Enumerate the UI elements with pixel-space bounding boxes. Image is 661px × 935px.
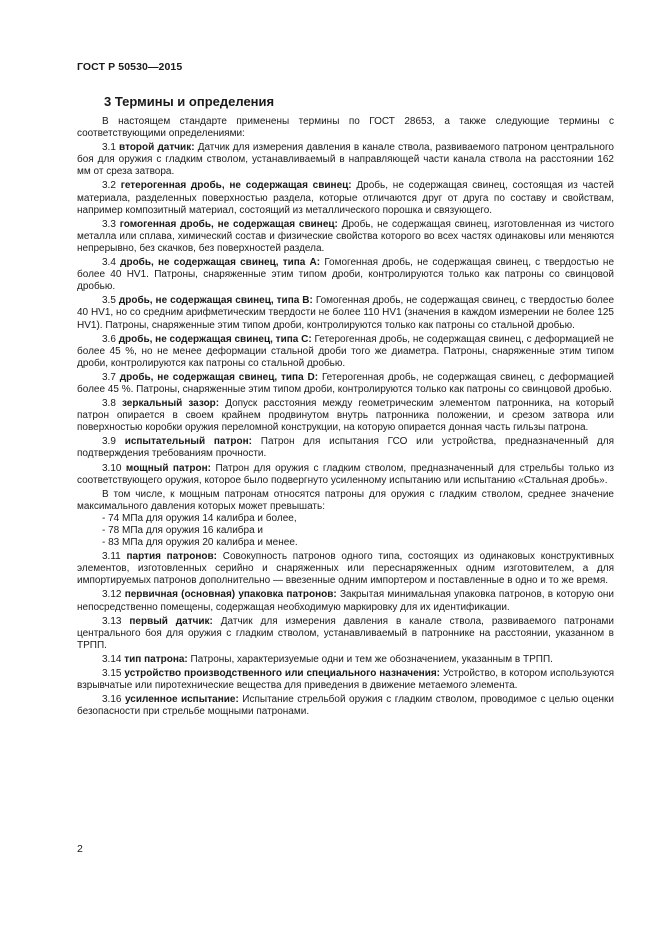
term-definition: Гетерогенная дробь, не содержащая свинец, с деформацией не более 45 %, но не менее деформации стальной дроби того же диаметра. Патроны, снаряженные этим типом дроби, контролируются как патроны со стальной дробью. (77, 333, 614, 369)
term-definition: Дробь, не содержащая свинец, изготовленная из чистого металла или сплава, химический состав и физические свойства которого во всех частях одинаковы или меняются непрерывно, без скачков, без поверхностей раздела. (77, 218, 615, 254)
page-number: 2 (77, 843, 83, 855)
term-number: 3.14 (102, 653, 122, 665)
term-entry (77, 654, 614, 666)
term-number: 3.6 (102, 333, 116, 345)
term-number: 3.7 (102, 371, 116, 383)
term-name: усиленное испытание: (124, 694, 239, 706)
term-entry (77, 180, 614, 216)
term-entry (77, 142, 614, 178)
term-entry (77, 372, 614, 396)
term-name: устройство производственного или специального назначения: (124, 668, 441, 680)
intro-paragraph: В настоящем стандарте применены термины по ГОСТ 28653, а также следующие термины с соответствующими определениями: (77, 116, 614, 140)
term-number: 3.3 (102, 218, 116, 230)
term-entry (77, 551, 614, 587)
term-entry (77, 436, 614, 460)
term-entry (77, 398, 614, 434)
term-number: 3.11 (102, 551, 121, 563)
term-name: тип патрона: (124, 653, 188, 665)
term-name: первичная (основная) упаковка патронов: (124, 589, 337, 601)
terms-list (77, 142, 614, 487)
term-number: 3.5 (102, 295, 116, 307)
term-entry (77, 219, 614, 255)
powerful-note: В том числе, к мощным патронам относятся патроны для оружия с гладким стволом, среднее значение максимального давления которых может превышать: (77, 488, 614, 512)
term-entry (77, 295, 614, 331)
term-name: дробь, не содержащая свинец, типа А: (120, 257, 321, 269)
term-entry (77, 694, 614, 718)
term-name: партия патронов: (126, 551, 218, 563)
term-number: 3.16 (102, 694, 122, 706)
term-definition: Дробь, не содержащая свинец, состоящая из частей материала, разделенных поверхностью раздела, которые отличаются друг от друга по составу и свойствам, например композитный материал, состоящий из металлического порошка и связующего. (77, 180, 614, 216)
term-definition: Датчик для измерения давления в канале ствола, развиваемого патронами центрального боя для оружия с гладким стволом, устанавливаемый в патроннике на расстоянии, указанном в ТРПП. (77, 615, 614, 651)
term-name: дробь, не содержащая свинец, типа С: (118, 333, 312, 345)
term-name: дробь, не содержащая свинец, типа D: (119, 371, 319, 383)
term-number: 3.15 (102, 668, 122, 680)
term-name: мощный патрон: (125, 462, 211, 474)
term-number: 3.13 (102, 615, 122, 627)
pressure-item: - 78 МПа для оружия 16 калибра и (102, 525, 264, 536)
term-name: второй датчик: (119, 142, 195, 154)
term-name: испытательный патрон: (124, 436, 252, 448)
term-number: 3.10 (102, 462, 122, 474)
term-number: 3.4 (102, 257, 116, 269)
pressure-item: - 74 МПа для оружия 14 калибра и более, (102, 512, 297, 524)
term-name: гомогенная дробь, не содержащая свинец: (119, 218, 338, 230)
term-definition: Устройство, в котором используются взрывчатые или пиротехнические вещества для приведения в движение метаемого элемента. (77, 668, 615, 692)
term-definition: Гетерогенная дробь, не содержащая свинец, с деформацией более 45 %. Патроны, снаряженные этим типом дроби, контролируются только как патроны со свинцовой дробью. (77, 371, 614, 395)
term-definition: Совокупность патронов одного типа, состоящих из одинаковых конструктивных элементов, изготовленных серийно и снаряженных или переснаряженных одним изготовителем, а для импортируемых патронов дополнительно — ввезенные одним импортером и поставленные в одно и то же время. (77, 551, 615, 587)
term-definition: Датчик для измерения давления в канале ствола, развиваемого патроном центрального боя для оружия с гладким стволом, устанавливаемый в направляющей части канала ствола на расстоянии 162 мм от среза затвора. (77, 142, 614, 178)
term-entry (77, 589, 614, 613)
term-definition: Закрытая минимальная упаковка патронов, в которую они непосредственно помещены, содержащая необходимую маркировку для их идентификации. (77, 589, 615, 613)
term-number: 3.9 (102, 436, 116, 448)
term-number: 3.1 (102, 142, 116, 154)
terms-list-2 (77, 551, 614, 718)
term-definition: Гомогенная дробь, не содержащая свинец, с твердостью не более 40 HV1. Патроны, снаряженные этим типом дроби, контролируются только как патроны со свинцовой дробью. (77, 257, 615, 293)
pressure-item: - 83 МПа для оружия 20 калибра и менее. (102, 537, 298, 549)
term-number: 3.2 (102, 180, 116, 192)
term-name: дробь, не содержащая свинец, типа В: (118, 295, 313, 307)
term-entry (77, 616, 614, 652)
term-name: гетерогенная дробь, не содержащая свинец: (120, 180, 352, 192)
term-name: зеркальный зазор: (121, 398, 220, 410)
term-definition: Допуск расстояния между геометрическим элементом патронника, на который патрон опирается в своем крайнем продвинутом внутрь патронника положении, и срезом затвора или поверхностью коробки оружия переломной конструкции, на которую опирается донная часть гильзы патрона. (77, 398, 615, 434)
term-definition: Патрон для испытания ГСО или устройства, предназначенный для подтверждения требованиям прочности. (77, 436, 615, 460)
term-number: 3.12 (102, 589, 122, 601)
standard-header: ГОСТ Р 50530—2015 (77, 61, 183, 73)
term-definition: Гомогенная дробь, не содержащая свинец, с твердостью более 40 HV1, но со средним арифметическим твердости не более 110 HV1 (значения в каждом измерении не более 125 HV1). Патроны, снаряженные этим типом дроби, контролируются только как патроны со стальной дробью. (77, 295, 615, 331)
term-name: первый датчик: (129, 615, 213, 627)
term-entry (77, 334, 614, 370)
term-definition: Испытание стрельбой оружия с гладким стволом, проводимое с целью оценки безопасности при стрельбе мощными патронами. (77, 694, 615, 718)
term-entry (77, 463, 614, 487)
document-body (77, 116, 614, 718)
term-entry (77, 257, 614, 293)
section-title: 3 Термины и определения (104, 94, 275, 109)
term-number: 3.8 (102, 398, 116, 410)
term-entry (77, 668, 614, 692)
term-definition: Патроны, характеризуемые одни и тем же обозначением, указанным в ТРПП. (190, 653, 553, 665)
term-definition: Патрон для оружия с гладким стволом, предназначенный для стрельбы только из соответствующего оружия, которое было подвергнуто усиленному испытанию или испытанию «Стальная дробь». (77, 462, 615, 486)
